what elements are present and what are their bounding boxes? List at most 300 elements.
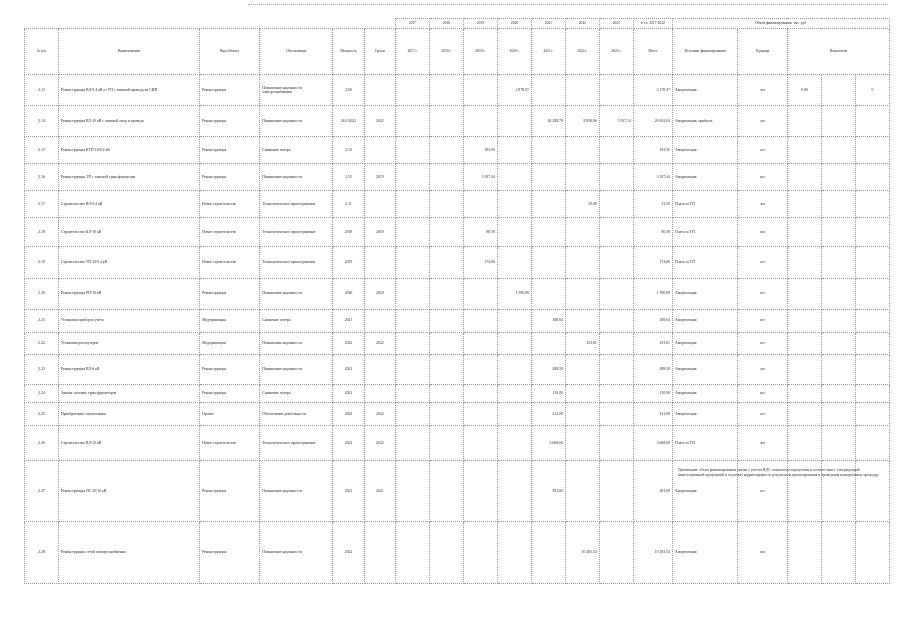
row-unit: км [738,426,788,461]
row-source: Плата за ТП [672,218,737,247]
row-year-value [463,332,497,355]
col-total: Итого [633,29,672,75]
row-purpose: Снижение потерь [260,384,333,403]
row-year-value [463,384,497,403]
row-year-value: 2 878,97 [497,75,531,106]
row-purpose: Повышение надежности [260,164,333,191]
row-purpose: Повышение надежности [260,461,333,521]
row-purpose: Обеспечение деятельности [260,403,333,426]
table-row [25,106,890,137]
row-year-value [599,218,633,247]
table-row [25,278,890,309]
row-year-value [497,137,531,164]
row-unit: км [738,355,788,384]
row-year-value [396,384,430,403]
col-year: 2019 г. [463,29,497,75]
row-year-value [463,521,497,583]
row-indicator [855,106,889,137]
row-year-value [429,278,463,309]
row-year-value [429,426,463,461]
row-year-value [429,309,463,332]
row-number: 2.14 [25,106,59,137]
row-indicator [821,247,855,278]
row-year-value [599,461,633,521]
row-year-value [497,521,531,583]
col-indicators: Показатели [787,29,889,75]
row-year-value [599,426,633,461]
row-number: 2.13 [25,75,59,106]
row-source: Амортизация [672,384,737,403]
row-indicator [821,137,855,164]
row-purpose: Повышение надежности [260,521,333,583]
row-start: 2019 [364,164,395,191]
row-indicator [787,403,821,426]
top-rule [248,4,888,5]
row-year-value [565,355,599,384]
row-name: Строительство ВЛ-0,4 кВ [58,191,199,218]
row-start: 2022 [364,403,395,426]
row-capacity: 2,11 [333,191,364,218]
year-header: 2020 [497,19,531,29]
row-unit: шт [738,461,788,521]
row-number: 2.16 [25,164,59,191]
row-year-value [531,521,565,583]
row-object-type: Модернизация [200,309,260,332]
row-year-value: 29,00 [565,191,599,218]
row-name: Строительство КЛ-10 кВ [58,218,199,247]
row-year-value [429,461,463,521]
row-capacity: 2021 [333,461,364,521]
row-start [364,355,395,384]
row-total: 110,00 [633,384,672,403]
row-indicator [787,106,821,137]
row-year-value [599,332,633,355]
row-object-type: Новое строительство [200,191,260,218]
row-source: Амортизация [672,164,737,191]
row-capacity: 2020 [333,278,364,309]
row-capacity: 1,55 [333,164,364,191]
row-year-value [531,75,565,106]
row-number: 2.23 [25,355,59,384]
row-unit: км [738,106,788,137]
row-indicator [855,191,889,218]
row-number: 2.24 [25,384,59,403]
row-year-value [396,164,430,191]
row-year-value: 3 187,44 [463,164,497,191]
row-year-value [429,384,463,403]
row-capacity: 2022 [333,332,364,355]
row-source: Амортизация [672,278,737,309]
col-year: 2022 г. [565,29,599,75]
row-year-value [599,278,633,309]
table-row [25,218,890,247]
row-year-value: 183,56 [463,137,497,164]
row-number: 2.22 [25,332,59,355]
row-total: 3 170,37 [633,75,672,106]
row-year-value: 1 590,89 [497,278,531,309]
row-indicator [855,278,889,309]
row-start: 2018 [364,218,395,247]
row-year-value [396,403,430,426]
row-year-value [429,106,463,137]
row-start [364,521,395,583]
row-purpose: Технологическое присоединение [260,247,333,278]
row-indicator [855,137,889,164]
year-header: 2017 [396,19,430,29]
row-year-value [429,521,463,583]
footnote: Примечание: объем финансирования указан с учетом НДС; показатели определены в соответствии с утвержденной инвестиционной программой и подлежат корректировке по результатам проектирования и проведения конкурентных процедур. [678,468,880,477]
row-unit: км [738,218,788,247]
row-indicator [821,403,855,426]
row-start: 2022 [364,106,395,137]
row-name: Реконструкция ВЛ-6 кВ [58,355,199,384]
row-indicator [855,164,889,191]
row-source: Амортизация [672,309,737,332]
row-year-value [565,426,599,461]
row-capacity: 2021 [333,384,364,403]
row-year-value [396,218,430,247]
row-purpose: Повышение надежности [260,355,333,384]
row-indicator [787,164,821,191]
col-year: 2017 г. [396,29,430,75]
col-object-type: Вид объекта [200,29,260,75]
row-name: Реконструкция ТП с заменой трансформатора [58,164,199,191]
row-indicator [787,137,821,164]
row-name: Реконструкция ВЛ-10 кВ с заменой опор и провода [58,106,199,137]
row-indicator [855,521,889,583]
year-header: 2022 [565,19,599,29]
row-year-value [531,191,565,218]
row-indicator [821,278,855,309]
row-year-value [396,191,430,218]
row-year-value [531,137,565,164]
row-indicator [787,218,821,247]
row-object-type: Новое строительство [200,218,260,247]
row-total: 174,06 [633,247,672,278]
table-row [25,309,890,332]
row-number: 2.26 [25,426,59,461]
row-year-value: 412,00 [531,403,565,426]
row-indicator [821,355,855,384]
row-total: 412,00 [633,403,672,426]
row-indicator [787,309,821,332]
row-object-type: Модернизация [200,332,260,355]
row-object-type: Новое строительство [200,247,260,278]
row-capacity: 2022 [333,403,364,426]
row-object-type: Реконструкция [200,164,260,191]
row-source: Амортизация [672,75,737,106]
row-unit: шт [738,278,788,309]
row-year-value [599,247,633,278]
row-indicator: 0 [855,75,889,106]
row-year-value [396,355,430,384]
row-year-value [565,75,599,106]
row-object-type: Реконструкция [200,521,260,583]
year-total-header: в т.ч. 2017-2022 [633,19,672,29]
col-year: 2021 г. [531,29,565,75]
row-indicator [821,164,855,191]
col-num: № п/п [25,29,59,75]
row-year-value [429,247,463,278]
row-purpose: Снижение потерь [260,137,333,164]
row-year-value [565,137,599,164]
row-indicator [855,247,889,278]
row-year-value [429,164,463,191]
row-year-value [497,106,531,137]
row-start [364,75,395,106]
row-unit: шт [738,164,788,191]
row-year-value [429,332,463,355]
row-number: 2.25 [25,403,59,426]
row-year-value [463,426,497,461]
row-number: 2.17 [25,191,59,218]
row-year-value [463,75,497,106]
row-capacity: 2,00 [333,75,364,106]
row-unit: шт [738,332,788,355]
row-year-value [463,191,497,218]
row-year-value: 10 283,54 [565,521,599,583]
row-year-value [463,278,497,309]
row-name: Замена силовых трансформаторов [58,384,199,403]
row-unit: км [738,75,788,106]
row-year-value [429,218,463,247]
row-source: Амортизация [672,137,737,164]
row-start: 2021 [364,461,395,521]
row-unit: шт [738,309,788,332]
row-year-value [463,403,497,426]
row-year-value [497,247,531,278]
row-year-value [497,355,531,384]
column-header-row [25,29,890,75]
col-year: 2018 г. [429,29,463,75]
row-year-value [396,309,430,332]
col-name: Наименование [58,29,199,75]
row-source: Амортизация [672,403,737,426]
row-year-value [565,461,599,521]
row-indicator [855,384,889,403]
row-indicator [821,384,855,403]
row-year-value [565,384,599,403]
row-indicator [821,75,855,106]
row-purpose: Повышение надежности [260,332,333,355]
row-name: Установка реклоузеров [58,332,199,355]
row-year-value [599,164,633,191]
row-unit: шт [738,137,788,164]
col-dates: Сроки [364,29,395,75]
row-year-value [429,403,463,426]
col-capacity: Мощность [333,29,364,75]
row-year-value [599,309,633,332]
row-indicator [821,521,855,583]
col-year: 2020 г. [497,29,531,75]
row-year-value [396,521,430,583]
row-total: 188,64 [633,309,672,332]
table-row [25,164,890,191]
row-year-value [497,461,531,521]
row-year-value [531,278,565,309]
row-unit: шт [738,403,788,426]
row-year-value [599,355,633,384]
row-year-value: 3 668,00 [531,426,565,461]
row-name: Реконструкция КТП-10/0,4 кВ [58,137,199,164]
col-source: Источник финансирования [672,29,737,75]
row-year-value [396,332,430,355]
row-indicator [855,355,889,384]
row-purpose: Снижение потерь [260,309,333,332]
row-object-type: Реконструкция [200,384,260,403]
row-year-value [463,461,497,521]
row-year-value [396,75,430,106]
table-row [25,384,890,403]
row-year-value [565,164,599,191]
table-row [25,75,890,106]
row-total: 288,58 [633,355,672,384]
row-year-value [429,355,463,384]
row-capacity: 2,10 [333,137,364,164]
row-number: 2.19 [25,247,59,278]
row-number: 2.27 [25,461,59,521]
row-year-value [396,461,430,521]
row-source: Плата за ТП [672,426,737,461]
row-name: Реконструкция сетей электроснабжения [58,521,199,583]
row-total: 381,00 [633,461,672,521]
row-year-value [463,355,497,384]
row-year-value [497,384,531,403]
row-year-value [565,278,599,309]
row-year-value [599,137,633,164]
row-year-value [396,106,430,137]
row-indicator [787,191,821,218]
row-capacity: 2021 [333,309,364,332]
row-number: 2.21 [25,309,59,332]
row-source: Амортизация [672,332,737,355]
row-purpose: Технологическое присоединение [260,218,333,247]
row-year-value [497,403,531,426]
row-year-value: 253,61 [565,332,599,355]
row-number: 2.28 [25,521,59,583]
row-name: Строительство ВЛ-10 кВ [58,426,199,461]
row-year-value [463,106,497,137]
row-indicator [855,309,889,332]
row-total: 10 283,54 [633,521,672,583]
row-capacity: 2018 [333,218,364,247]
row-object-type: Прочее [200,403,260,426]
row-year-value: 174,06 [463,247,497,278]
row-year-value: 80,58 [463,218,497,247]
row-year-value: 5 937,14 [599,106,633,137]
row-number: 2.15 [25,137,59,164]
row-indicator [855,403,889,426]
row-year-value: 8 858,96 [565,106,599,137]
row-object-type: Реконструкция [200,461,260,521]
row-year-value: 188,64 [531,309,565,332]
row-capacity: 2022 [333,521,364,583]
row-year-value [497,191,531,218]
row-year-value [565,247,599,278]
row-unit: км [738,191,788,218]
row-indicator [787,278,821,309]
row-unit: шт [738,247,788,278]
row-capacity: 26,9 2022 [333,106,364,137]
row-indicator [821,426,855,461]
col-unit: Единица [738,29,788,75]
row-source: Амортизация [672,355,737,384]
row-number: 2.18 [25,218,59,247]
row-name: Реконструкция ВЛ-0,4 кВ от ТП с заменой провода на СИП [58,75,199,106]
row-indicator [787,521,821,583]
row-indicator [821,218,855,247]
year-header: 2021 [531,19,565,29]
row-object-type: Реконструкция [200,278,260,309]
col-year: 2023 г. [599,29,633,75]
table-row [25,426,890,461]
year-header: 2018 [429,19,463,29]
row-indicator [821,332,855,355]
row-total: 3 668,00 [633,426,672,461]
row-year-value [531,164,565,191]
row-indicator [821,309,855,332]
table-row [25,521,890,583]
row-indicator [855,218,889,247]
row-source: Плата за ТП [672,191,737,218]
row-year-value [497,218,531,247]
row-capacity: 2021 [333,355,364,384]
row-start: 2022 [364,426,395,461]
row-start [364,384,395,403]
row-year-value: 288,58 [531,355,565,384]
row-name: Приобретение спецтехники [58,403,199,426]
row-capacity: 2022 [333,426,364,461]
year-header: 2019 [463,19,497,29]
row-year-value [429,75,463,106]
row-indicator: 0,00 [787,75,821,106]
row-year-value [565,309,599,332]
row-total: 80,58 [633,218,672,247]
row-year-value [565,403,599,426]
table-row [25,355,890,384]
year-header: 2023 [599,19,633,29]
row-purpose: Технологическое присоединение [260,191,333,218]
row-start [364,137,395,164]
row-indicator [787,355,821,384]
row-capacity: 2019 [333,247,364,278]
row-indicator [787,247,821,278]
row-total: 1 590,89 [633,278,672,309]
row-source: Амортизация [672,461,737,521]
row-year-value [497,164,531,191]
row-object-type: Реконструкция [200,75,260,106]
row-year-value [599,384,633,403]
row-name: Строительство ТП-10/0,4 кВ [58,247,199,278]
row-source: Амортизация [672,521,737,583]
row-year-value [531,218,565,247]
row-indicator [787,384,821,403]
finance-header: Объем финансирования, тыс. руб. [672,19,889,29]
row-total: 20 632,04 [633,106,672,137]
table-row [25,332,890,355]
row-year-value [497,426,531,461]
row-unit: шт [738,384,788,403]
row-year-value [463,309,497,332]
row-year-value [429,137,463,164]
row-object-type: Реконструкция [200,355,260,384]
row-year-value [497,332,531,355]
row-start [364,247,395,278]
row-unit: км [738,521,788,583]
row-start: 2020 [364,278,395,309]
row-source: Плата за ТП [672,247,737,278]
row-year-value [599,521,633,583]
